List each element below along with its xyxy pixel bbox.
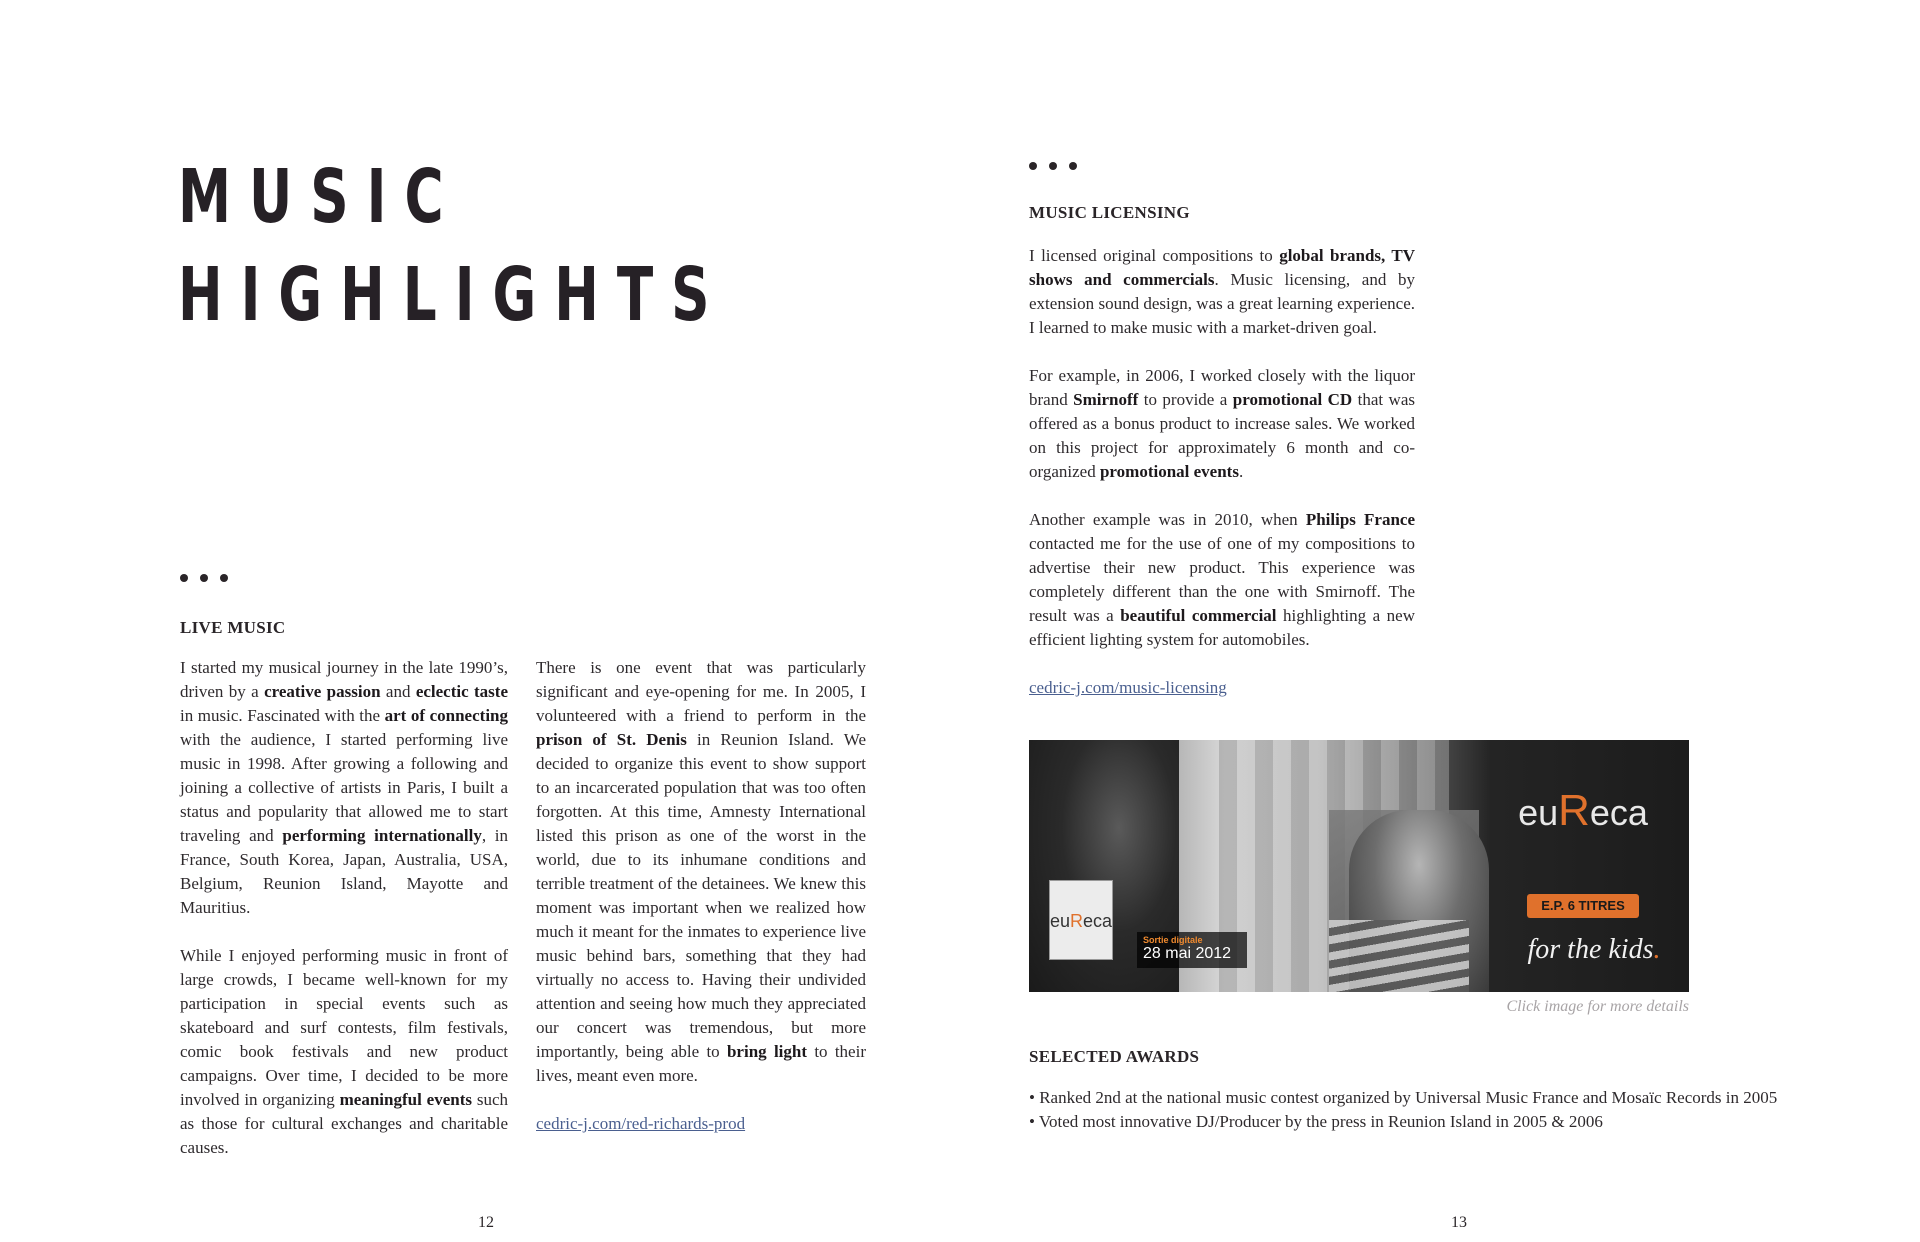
body-text: with the audience, I started performing live music in 1998. After growing a following and joining a collective of artists in Paris, I built a status and popularity that allowed me to start traveling and (180, 730, 508, 845)
body-text: , in France, South Korea, Japan, Australia, USA, Belgium, Reunion Island, Mayotte and Mauritius. (180, 826, 508, 917)
emphasis-text: bring light (726, 1042, 808, 1061)
body-text: . (1238, 462, 1244, 481)
section-dots-live (180, 574, 228, 582)
body-text: There is one event that was particularly significant and eye-opening for me. In 2005, I volunteered with a friend to perform in the (536, 658, 866, 725)
emphasis-text: beautiful commercial (1120, 606, 1277, 625)
body-text: in music. Fascinated with the (180, 706, 385, 725)
banner-tagline: for the kids. (1527, 934, 1661, 965)
banner-striped-shirt (1329, 920, 1469, 992)
award-item: • Voted most innovative DJ/Producer by the press in Reunion Island in 2005 & 2006 (1029, 1112, 1603, 1131)
red-richards-prod-link[interactable]: cedric-j.com/red-richards-prod (536, 1114, 746, 1133)
banner-release-date: 28 mai 2012 (1143, 945, 1232, 962)
body-text: in Reunion Island. We decided to organize this event to show support to an incarcerated population that was too often forgotten. At this time, Amnesty International listed this prison as one of the worst in the world, due to its inhumane conditions and terrible treatment of the detainees. We knew this moment was important when we realized how much it meant for the inmates to experience live music behind bars, something that they had virtually no access to. Having their undivided attention and seeing how much they appreciated our concert was tremendous, but more importantly, being able to (536, 730, 866, 1061)
banner-release-box (1137, 932, 1247, 968)
emphasis-text: Smirnoff (1073, 390, 1139, 409)
body-text: Another example was in 2010, when (1029, 510, 1306, 529)
body-text: For example, in 2006, I worked closely with the liquor brand (1029, 366, 1415, 409)
live-music-paragraph-3 (536, 656, 866, 1088)
body-text: to their lives, meant even more. (536, 1042, 866, 1085)
body-text: highlighting a new efficient lighting system for automobiles. (1029, 606, 1415, 649)
page-number-right: 13 (1451, 1214, 1467, 1231)
body-text: and (380, 682, 416, 701)
body-text: that was offered as a bonus product to increase sales. We worked on this project for approximately 6 month and co-organized (1029, 390, 1415, 481)
page-number-left: 12 (478, 1214, 494, 1231)
award-item: • Ranked 2nd at the national music contest organized by Universal Music France and Mosaïc Records in 2005 (1029, 1088, 1778, 1107)
body-text: I licensed original compositions to (1029, 246, 1280, 265)
music-licensing-heading: MUSIC LICENSING (1029, 203, 1190, 222)
emphasis-text: promotional events (1099, 462, 1239, 481)
licensing-paragraph-2 (1029, 364, 1415, 484)
body-text: . Music licensing, and by extension sound design, was a great learning experience. I learned to make music with a market-driven goal. (1029, 270, 1415, 337)
banner-eureca-logo: euReca (1518, 786, 1648, 835)
licensing-paragraph-1 (1029, 244, 1415, 340)
body-text: to provide a (1138, 390, 1233, 409)
emphasis-text: creative passion (264, 682, 381, 701)
selected-awards-heading: SELECTED AWARDS (1029, 1047, 1200, 1066)
live-music-column-2 (536, 656, 866, 1136)
licensing-paragraph-3 (1029, 508, 1415, 652)
eureca-banner-image[interactable] (1029, 740, 1689, 992)
banner-caption: Click image for more details (1506, 998, 1689, 1015)
banner-album-cover: euReca (1049, 880, 1113, 960)
body-text: contacted me for the use of one of my compositions to advertise their new product. This experience was completely different than the one with Smirnoff. The result was a (1029, 534, 1415, 625)
banner-ep-badge: E.P. 6 TITRES (1527, 894, 1639, 918)
emphasis-text: global brands, TV shows and commercials (1029, 246, 1415, 289)
emphasis-text: Philips France (1305, 510, 1415, 529)
music-licensing-text (1029, 244, 1415, 700)
body-text: such as those for cultural exchanges and charitable causes. (180, 1090, 508, 1157)
page-title (178, 148, 728, 344)
emphasis-text: performing internationally (282, 826, 482, 845)
live-music-column-1 (180, 656, 508, 1160)
live-music-paragraph-1 (180, 656, 508, 920)
emphasis-text: art of connecting (384, 706, 508, 725)
body-text: While I enjoyed performing music in front of large crowds, I became well-known for my participation in special events such as skateboard and surf contests, film festivals, comic book festivals and new product campaigns. Over time, I decided to be more involved in organizing (180, 946, 508, 1109)
page-title-line-2: HIGHLIGHTS (178, 252, 728, 338)
emphasis-text: prison of St. Denis (536, 730, 687, 749)
emphasis-text: promotional CD (1232, 390, 1353, 409)
live-music-paragraph-2 (180, 944, 508, 1160)
page-title-line-1: MUSIC (178, 154, 462, 240)
emphasis-text: meaningful events (339, 1090, 472, 1109)
live-music-heading: LIVE MUSIC (180, 618, 286, 637)
awards-list (1029, 1086, 1777, 1134)
music-licensing-link[interactable]: cedric-j.com/music-licensing (1029, 678, 1227, 697)
emphasis-text: eclectic taste (415, 682, 508, 701)
body-text: I started my musical journey in the late 1990’s, driven by a (180, 658, 508, 701)
section-dots-licensing (1029, 162, 1077, 170)
banner-release-label: Sortie digitale (1143, 935, 1203, 945)
